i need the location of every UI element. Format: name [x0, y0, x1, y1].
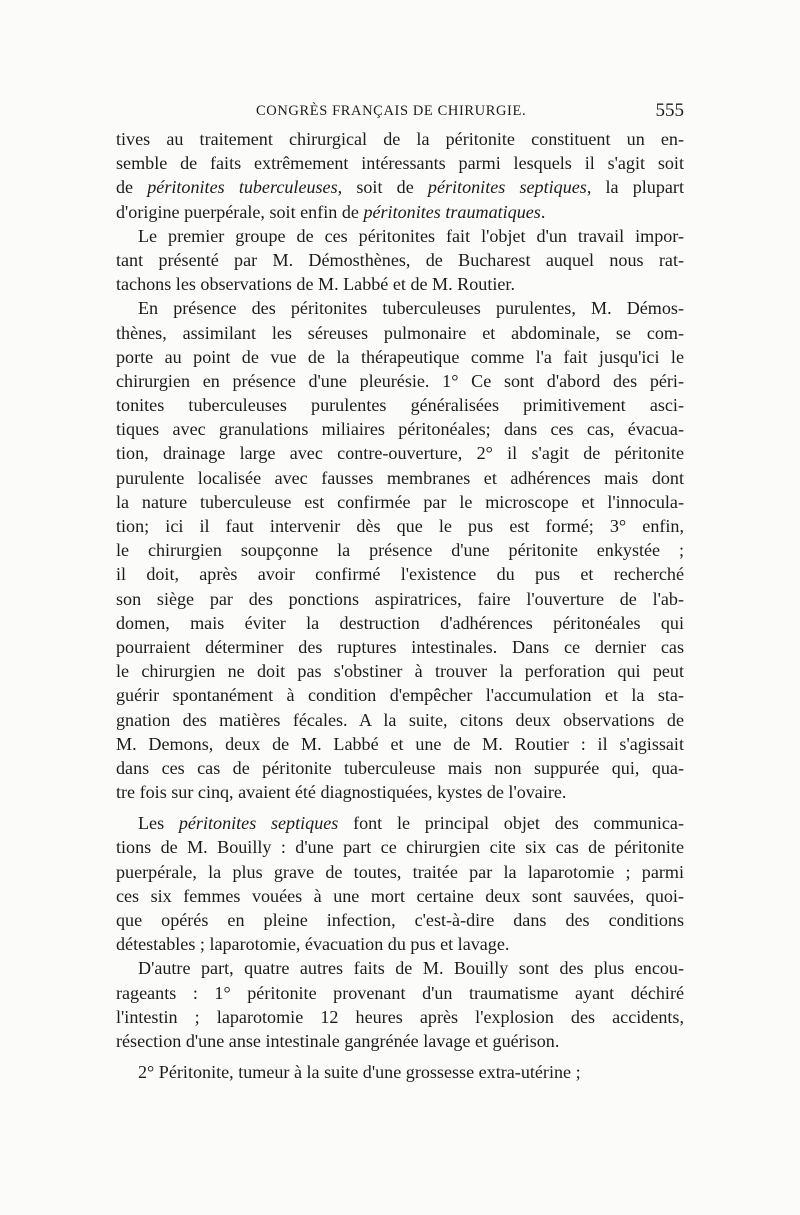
text-line [116, 732, 684, 756]
text-line [116, 1029, 684, 1053]
text-run: que opérés en pleine infection, c'est-à-dire dans des conditions [116, 910, 684, 930]
paragraph [116, 296, 684, 804]
text-line [116, 466, 684, 490]
text-line [116, 683, 684, 707]
text-run: tre fois sur cinq, avaient été diagnostiquées, kystes de l'ovaire. [116, 782, 567, 803]
text-run: En présence des péritonites tuberculeuses purulentes, M. Démos- [138, 298, 684, 319]
text-run: tonites tuberculeuses purulentes généralisées primitivement asci- [116, 395, 684, 416]
text-run: le chirurgien soupçonne la présence d'une péritonite enkystée ; [116, 540, 684, 561]
paragraph [116, 811, 684, 956]
text-line [116, 587, 684, 611]
text-line [116, 321, 684, 345]
text-run: D'autre part, quatre autres faits de M. Bouilly sont des plus encou- [138, 958, 684, 979]
text-run: ces six femmes vouées à une mort certaine deux sont sauvées, quoi- [116, 885, 684, 906]
text-line [116, 908, 684, 932]
text-line [116, 1005, 684, 1029]
text-line [116, 345, 684, 369]
text-run: de [116, 177, 148, 198]
paragraph [116, 1060, 684, 1084]
text-run: guérir spontanément à condition d'empêcher l'accumulation et la sta- [116, 685, 684, 706]
text-line [116, 835, 684, 859]
text-line [116, 272, 684, 296]
text-run: rageants : 1° péritonite provenant d'un traumatisme ayant déchiré [116, 982, 684, 1003]
text-line [116, 369, 684, 393]
text-run: Les [138, 813, 179, 834]
text-line [116, 932, 684, 956]
paragraph [116, 224, 684, 297]
italic-term: péritonites traumatiques [363, 201, 541, 222]
text-line [116, 981, 684, 1005]
text-line [116, 175, 684, 199]
text-run: résection d'une anse intestinale gangrénée lavage et guérison. [116, 1030, 560, 1051]
text-run: Le premier groupe de ces péritonites fait l'objet d'un travail impor- [138, 225, 684, 246]
italic-term: péritonites septiques [178, 813, 339, 834]
text-run: tachons les observations de M. Labbé et de M. Routier. [116, 274, 515, 295]
text-line [116, 611, 684, 635]
text-line [116, 393, 684, 417]
text-run: semble de faits extrêmement intéressants parmi lesquels il s'agit soit [116, 153, 684, 174]
text-line [116, 127, 684, 151]
page-header [116, 100, 684, 124]
text-run: détestables ; laparotomie, évacuation du pus et lavage. [116, 934, 510, 955]
text-run: il doit, après avoir confirmé l'existence du pus et recherché [116, 564, 684, 585]
text-run: la nature tuberculeuse est confirmée par le microscope et l'innocula- [116, 491, 684, 512]
text-line [116, 635, 684, 659]
text-run: d'origine puerpérale, soit enfin de [116, 201, 364, 222]
text-line [116, 659, 684, 683]
text-line [116, 1060, 684, 1084]
text-run: son siège par des ponctions aspiratrices, faire l'ouverture de l'ab- [116, 588, 684, 609]
text-line [116, 200, 684, 224]
text-line [116, 151, 684, 175]
text-run: porte au point de vue de la thérapeutique comme l'a fait jusqu'ici le [116, 346, 684, 367]
page-number: 555 [655, 100, 684, 121]
text-line [116, 441, 684, 465]
paragraph [116, 956, 684, 1053]
text-run: , soit de [337, 177, 428, 198]
text-line [116, 756, 684, 780]
text-run: purulente localisée avec fausses membranes et adhérences mais dont [116, 467, 684, 488]
text-line [116, 296, 684, 320]
text-run: chirurgien en présence d'une pleurésie. 1° Ce sont d'abord des péri- [116, 370, 684, 391]
text-line [116, 860, 684, 884]
text-line [116, 224, 684, 248]
text-line [116, 562, 684, 586]
text-line [116, 884, 684, 908]
body-text [116, 127, 684, 1084]
text-line [116, 811, 684, 835]
text-line [116, 248, 684, 272]
text-run: tion; ici il faut intervenir dès que le pus est formé; 3° enfin, [116, 516, 684, 536]
text-run: pourraient déterminer des ruptures intestinales. Dans ce dernier cas [116, 636, 684, 657]
text-line [116, 708, 684, 732]
text-run: gnation des matières fécales. A la suite, citons deux observations de [116, 709, 684, 730]
text-run: M. Demons, deux de M. Labbé et une de M. Routier : il s'agissait [116, 733, 684, 754]
text-line [116, 490, 684, 514]
text-line [116, 417, 684, 441]
text-run: , la plupart [586, 177, 684, 198]
text-line [116, 780, 684, 804]
text-run: tives au traitement chirurgical de la péritonite constituent un en- [116, 129, 684, 149]
text-run: font le principal objet des communica- [338, 813, 684, 834]
text-run: domen, mais éviter la destruction d'adhérences péritonéales qui [116, 612, 684, 633]
text-run: le chirurgien ne doit pas s'obstiner à trouver la perforation qui peut [116, 661, 684, 682]
text-run: dans ces cas de péritonite tuberculeuse mais non suppurée qui, qua- [116, 757, 684, 778]
text-run: . [540, 201, 546, 222]
running-title: CONGRÈS FRANÇAIS DE CHIRURGIE. [256, 103, 527, 119]
paragraph [116, 127, 684, 224]
text-run: tion, drainage large avec contre-ouverture, 2° il s'agit de péritonite [116, 443, 684, 464]
text-run: 2° Péritonite, tumeur à la suite d'une grossesse extra-utérine ; [138, 1062, 581, 1083]
text-line [116, 956, 684, 980]
text-run: tions de M. Bouilly : d'une part ce chirurgien cite six cas de péritonite [116, 837, 684, 858]
italic-term: péritonites septiques [427, 177, 587, 198]
text-run: thènes, assimilant les séreuses pulmonaire et abdominale, se com- [116, 322, 684, 343]
italic-term: péritonites tuberculeuses [147, 177, 338, 198]
text-run: tant présenté par M. Démosthènes, de Bucharest auquel nous rat- [116, 249, 684, 270]
text-line [116, 538, 684, 562]
text-line [116, 514, 684, 538]
text-run: tiques avec granulations miliaires péritonéales; dans ces cas, évacua- [116, 419, 684, 440]
text-run: l'intestin ; laparotomie 12 heures après l'explosion des accidents, [116, 1006, 684, 1027]
text-run: puerpérale, la plus grave de toutes, traitée par la laparotomie ; parmi [116, 861, 684, 882]
